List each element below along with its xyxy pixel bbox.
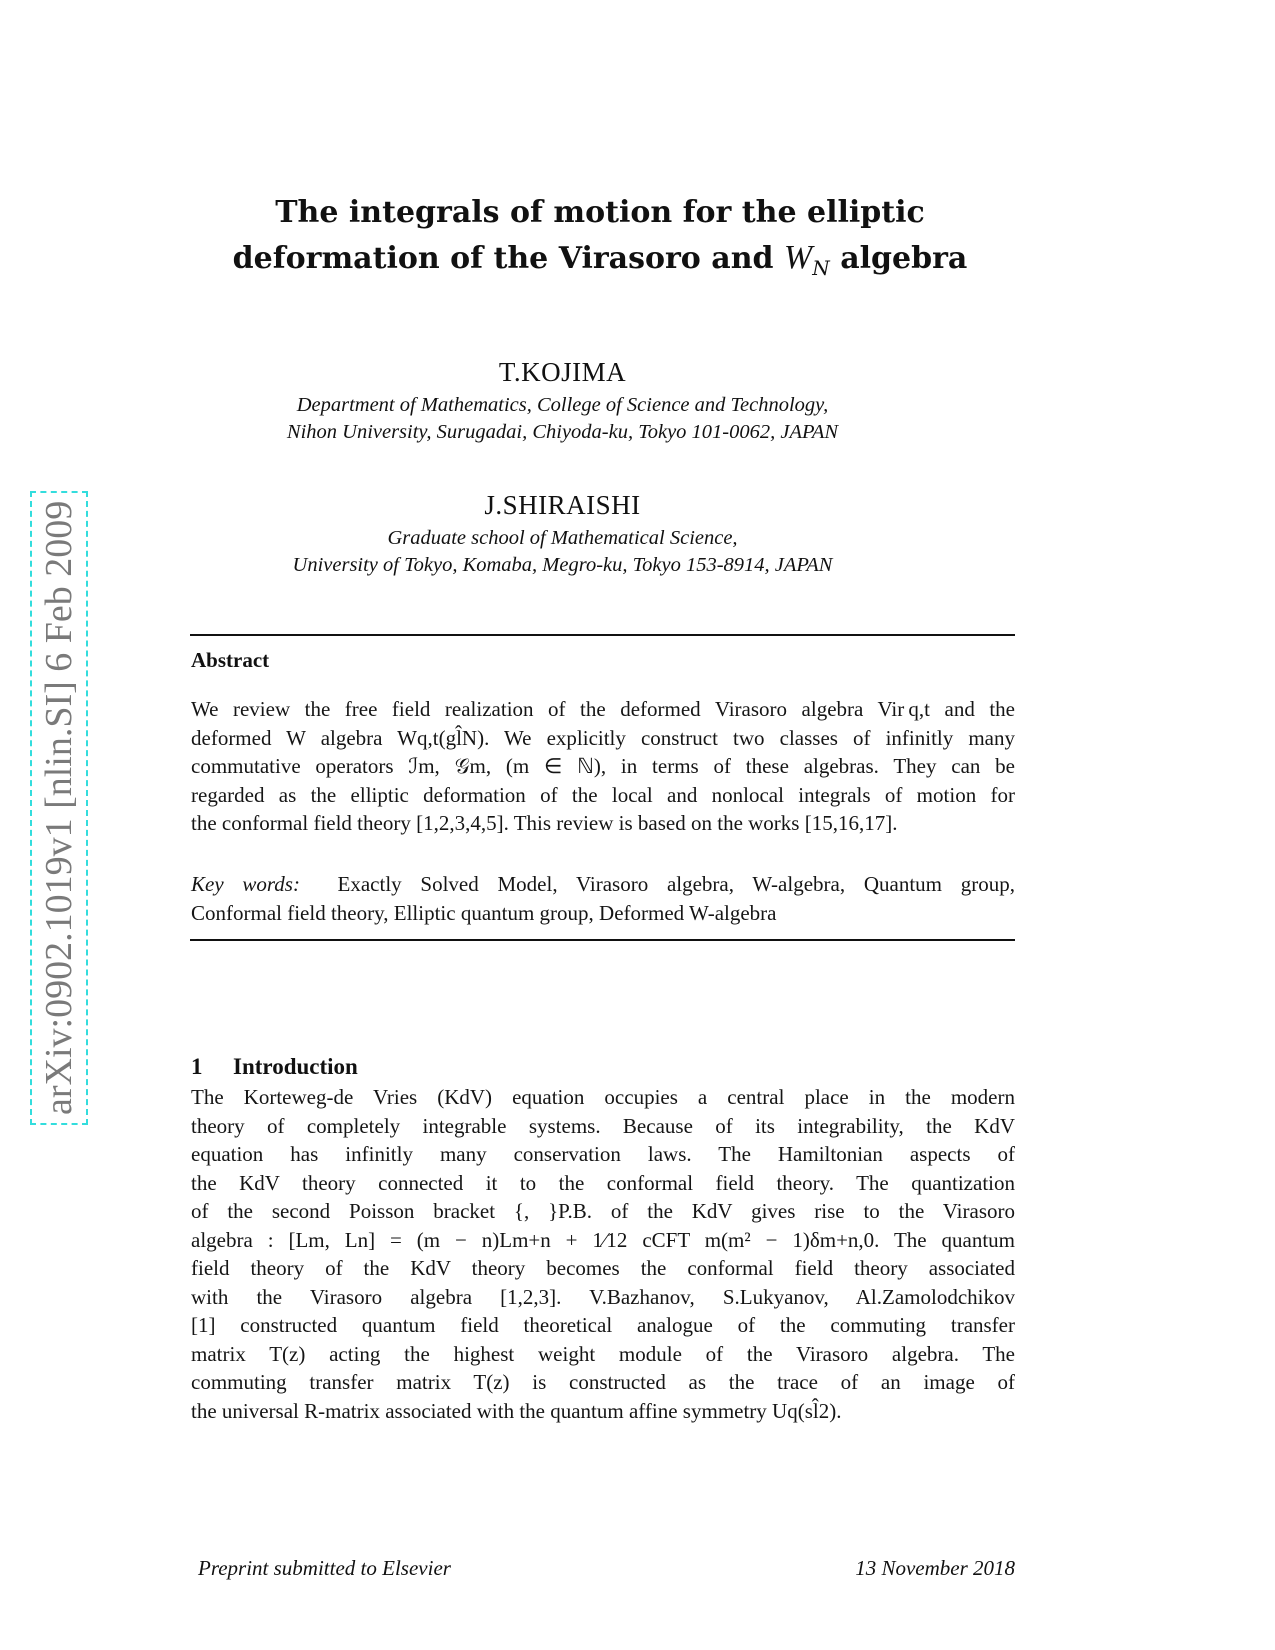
intro-line: matrix T(z) acting the highest weight module of the Virasoro algebra. The [191, 1341, 1015, 1366]
abstract-bottom-rule [190, 939, 1015, 941]
arxiv-stamp: arXiv:0902.1019v1 [nlin.SI] 6 Feb 2009 [30, 491, 88, 1125]
intro-line: algebra : [Lm, Ln] = (m − n)Lm+n + 1⁄12 cCFT m(m² − 1)δm+n,0. The quantum [191, 1227, 1015, 1252]
keywords-line-1: Key words: Exactly Solved Model, Virasoro algebra, W-algebra, Quantum group, [191, 872, 1015, 896]
abstract-body [191, 695, 1015, 838]
abstract-line: We review the free field realization of the deformed Virasoro algebra Vir q,t and the [191, 697, 1015, 721]
paper-title [150, 190, 1050, 291]
title-line-1: The integrals of motion for the elliptic [275, 195, 925, 230]
abstract-line: deformed W algebra Wq,t(gl̂N). We explicitly construct two classes of infinitly many [191, 725, 1015, 750]
author-name: J.SHIRAISHI [484, 490, 641, 520]
author-affiliation: Department of Mathematics, College of Science and Technology, Nihon University, Surugadai, Chiyoda-ku, Tokyo 101-0062, JAPAN [286, 394, 839, 443]
abstract-line: commutative operators ℐm, 𝒢m, (m ∈ ℕ), in terms of these algebras. They can be [191, 754, 1015, 778]
keywords [191, 870, 1015, 927]
intro-line: the KdV theory connected it to the conformal field theory. The quantization [191, 1170, 1015, 1195]
abstract-top-rule [190, 634, 1015, 636]
intro-body [191, 1083, 1015, 1425]
section-number: 1 [191, 1054, 203, 1079]
section-title: Introduction [233, 1054, 358, 1079]
intro-line: commuting transfer matrix T(z) is constructed as the trace of an image of [191, 1370, 1015, 1394]
intro-line: equation has infinitly many conservation laws. The Hamiltonian aspects of [191, 1142, 1015, 1166]
intro-line: The Korteweg-de Vries (KdV) equation occupies a central place in the modern [191, 1085, 1015, 1109]
keywords-label: Key words: [191, 872, 300, 896]
intro-line: of the second Poisson bracket {, }P.B. of the KdV gives rise to the Virasoro [191, 1199, 1015, 1223]
intro-line: with the Virasoro algebra [1,2,3]. V.Bazhanov, S.Lukyanov, Al.Zamolodchikov [191, 1284, 1015, 1309]
intro-line: the universal R-matrix associated with the quantum affine symmetry Uq(sl̂2). [191, 1398, 842, 1423]
footer-left: Preprint submitted to Elsevier [198, 1556, 451, 1580]
author-affiliation: Graduate school of Mathematical Science, University of Tokyo, Komaba, Megro-ku, Tokyo 153-8914, JAPAN [292, 527, 833, 576]
keywords-line-2: Conformal field theory, Elliptic quantum group, Deformed W-algebra [191, 900, 777, 925]
title-line-2: deformation of the Virasoro and $W_N$ algebra [232, 239, 968, 280]
abstract-heading: Abstract [191, 648, 270, 672]
intro-line: [1] constructed quantum field theoretical analogue of the commuting transfer [191, 1313, 1015, 1337]
intro-line: theory of completely integrable systems. Because of its integrability, the KdV [191, 1113, 1015, 1138]
abstract-line: regarded as the elliptic deformation of the local and nonlocal integrals of motion for [191, 782, 1015, 807]
section-heading [191, 1054, 358, 1080]
intro-line: field theory of the KdV theory becomes the conformal field theory associated [191, 1256, 1015, 1280]
abstract-line: the conformal field theory [1,2,3,4,5]. This review is based on the works [15,16,17]. [191, 811, 898, 835]
author-name: T.KOJIMA [498, 357, 627, 387]
footer-right: 13 November 2018 [855, 1556, 1015, 1580]
